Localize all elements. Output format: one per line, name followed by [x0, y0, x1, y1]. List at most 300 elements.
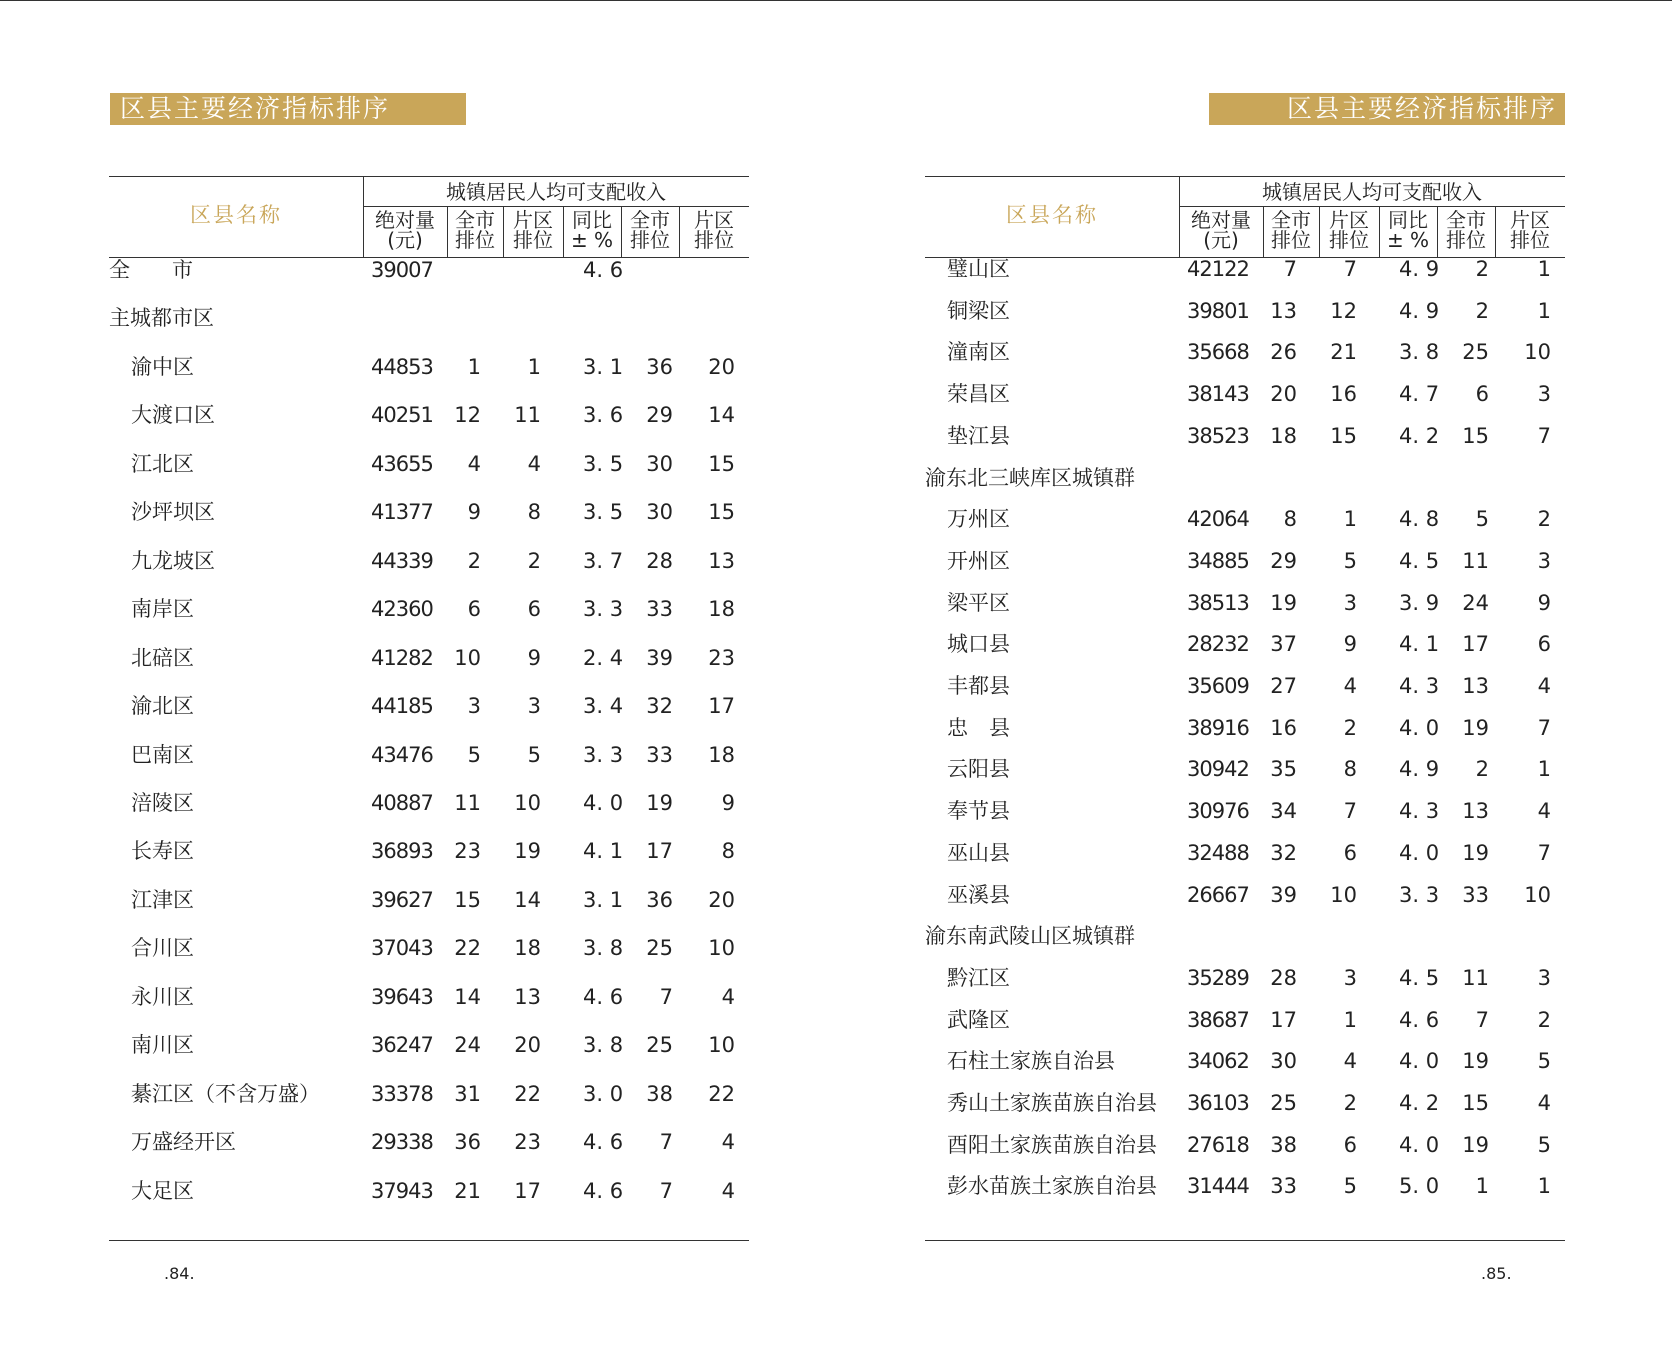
row-city-rank: 19	[1270, 590, 1297, 615]
column-subheader-line: 全市	[630, 208, 670, 232]
row-district-name: 巫山县	[947, 840, 1010, 865]
table-row	[925, 1003, 1565, 1037]
row-area-rank: 7	[1343, 257, 1357, 281]
row-area-rank: 5	[1343, 548, 1357, 573]
column-subheader-line: (元)	[1203, 228, 1239, 252]
row-city-rank: 16	[1270, 715, 1297, 740]
table-row	[925, 252, 1565, 286]
row-absolute-value: 38513	[1187, 590, 1249, 615]
row-area-rank-change: 17	[708, 694, 735, 719]
row-city-rank: 4	[467, 451, 481, 476]
row-yoy-change: 3. 8	[1399, 340, 1440, 365]
row-absolute-value: 29338	[371, 1130, 433, 1155]
row-area-rank: 22	[514, 1081, 541, 1106]
row-absolute-value: 38143	[1187, 382, 1249, 407]
row-district-name: 巫溪县	[947, 882, 1010, 907]
row-city-rank-change: 19	[1462, 1132, 1489, 1157]
section-banner: 区县主要经济指标排序	[1209, 93, 1565, 125]
row-area-rank: 5	[527, 742, 541, 767]
row-city-rank-change: 2	[1475, 298, 1489, 323]
row-area-rank: 10	[514, 790, 541, 815]
table-row	[925, 919, 1565, 953]
row-absolute-value: 32488	[1187, 840, 1249, 865]
table-row	[109, 834, 749, 868]
row-yoy-change: 3. 0	[583, 1081, 624, 1106]
row-area-rank-change: 2	[1537, 507, 1551, 532]
table-row	[925, 419, 1565, 453]
group-header-rule	[363, 206, 749, 207]
row-district-name: 潼南区	[947, 340, 1010, 365]
row-district-name: 渝北区	[131, 694, 194, 719]
row-city-rank-change: 19	[1462, 840, 1489, 865]
row-area-rank-change: 4	[1537, 799, 1551, 824]
row-area-rank: 5	[1343, 1174, 1357, 1199]
table-row	[925, 794, 1565, 828]
row-absolute-value: 41282	[371, 645, 433, 670]
row-yoy-change: 3. 6	[583, 403, 624, 428]
row-area-rank: 2	[1343, 1091, 1357, 1115]
row-city-rank-change: 19	[1462, 715, 1489, 740]
row-yoy-change: 4. 0	[1399, 840, 1440, 865]
row-city-rank-change: 1	[1475, 1174, 1489, 1199]
row-yoy-change: 4. 0	[583, 790, 624, 815]
row-absolute-value: 39007	[371, 258, 433, 282]
row-area-rank: 13	[514, 984, 541, 1009]
row-area-rank: 16	[1330, 382, 1357, 407]
row-yoy-change: 4. 9	[1399, 257, 1440, 281]
row-district-name: 江津区	[131, 887, 194, 912]
row-area-rank-change: 23	[708, 645, 735, 670]
row-city-rank-change: 30	[646, 500, 673, 525]
table-row	[109, 447, 749, 481]
column-subheader	[1379, 210, 1437, 250]
row-absolute-value: 42360	[371, 597, 433, 622]
table-row	[925, 335, 1565, 369]
row-yoy-change: 4. 6	[1399, 1007, 1440, 1032]
row-area-rank-change: 18	[708, 742, 735, 767]
table-top-rule	[109, 176, 749, 177]
table-row	[109, 689, 749, 723]
row-area-rank: 10	[1330, 882, 1357, 907]
column-subheader-line: 排位	[694, 228, 734, 252]
row-city-rank: 24	[454, 1033, 481, 1058]
row-district-name: 忠 县	[947, 715, 1010, 740]
row-yoy-change: 3. 3	[583, 597, 624, 622]
row-city-rank-change: 24	[1462, 590, 1489, 615]
row-absolute-value: 44339	[371, 548, 433, 573]
row-city-rank: 37	[1270, 632, 1297, 657]
row-city-rank-change: 19	[1462, 1049, 1489, 1074]
row-yoy-change: 4. 3	[1399, 799, 1440, 824]
row-area-rank-change: 15	[708, 500, 735, 525]
row-city-rank-change: 25	[646, 936, 673, 961]
row-city-rank-change: 11	[1462, 548, 1489, 573]
row-area-rank: 19	[514, 839, 541, 864]
table-row	[925, 752, 1565, 786]
row-city-rank-change: 33	[646, 742, 673, 767]
row-district-name: 涪陵区	[131, 790, 194, 815]
row-district-name: 万州区	[947, 507, 1010, 532]
row-city-rank-change: 15	[1462, 423, 1489, 448]
table-row	[925, 544, 1565, 578]
row-city-rank-change: 33	[1462, 882, 1489, 907]
row-area-rank-change: 18	[708, 597, 735, 622]
row-city-rank-change: 15	[1462, 1091, 1489, 1115]
row-area-rank: 3	[1343, 965, 1357, 990]
row-city-rank-change: 7	[659, 984, 673, 1009]
row-city-rank: 35	[1270, 757, 1297, 782]
row-yoy-change: 4. 2	[1399, 423, 1440, 448]
row-district-name: 石柱土家族自治县	[947, 1049, 1115, 1074]
row-absolute-value: 42064	[1187, 507, 1249, 532]
row-absolute-value: 43476	[371, 742, 433, 767]
row-absolute-value: 42122	[1187, 257, 1249, 281]
row-area-rank-change: 14	[708, 403, 735, 428]
row-area-rank: 12	[1330, 298, 1357, 323]
row-area-rank: 18	[514, 936, 541, 961]
row-district-name: 酉阳土家族苗族自治县	[947, 1132, 1157, 1157]
row-area-rank: 2	[527, 548, 541, 573]
row-absolute-value: 26667	[1187, 882, 1249, 907]
row-city-rank: 17	[1270, 1007, 1297, 1032]
row-area-rank: 6	[1343, 840, 1357, 865]
table-row	[925, 377, 1565, 411]
row-yoy-change: 4. 2	[1399, 1091, 1440, 1115]
row-city-rank-change: 36	[646, 887, 673, 912]
row-city-rank: 11	[454, 790, 481, 815]
table-row	[925, 1169, 1565, 1203]
row-city-rank-change: 28	[646, 548, 673, 573]
row-absolute-value: 33378	[371, 1081, 433, 1106]
row-district-name: 荣昌区	[947, 382, 1010, 407]
row-city-rank: 36	[454, 1130, 481, 1155]
row-area-rank-change: 1	[1537, 757, 1551, 782]
row-absolute-value: 44853	[371, 354, 433, 379]
row-city-rank: 34	[1270, 799, 1297, 824]
column-subheader	[1495, 210, 1565, 250]
row-district-name: 奉节县	[947, 799, 1010, 824]
row-city-rank-change: 25	[646, 1033, 673, 1058]
column-subheader-line: 全市	[1446, 208, 1486, 232]
column-group-header: 城镇居民人均可支配收入	[446, 180, 666, 204]
row-district-name: 全 市	[109, 258, 193, 282]
row-area-rank-change: 4	[721, 1178, 735, 1203]
row-district-name: 江北区	[131, 451, 194, 476]
row-city-rank-change: 29	[646, 403, 673, 428]
row-area-rank-change: 22	[708, 1081, 735, 1106]
row-absolute-value: 39643	[371, 984, 433, 1009]
row-city-rank-change: 39	[646, 645, 673, 670]
row-absolute-value: 36103	[1187, 1091, 1249, 1115]
table-row	[925, 586, 1565, 620]
row-city-rank-change: 30	[646, 451, 673, 476]
table-row	[925, 836, 1565, 870]
row-district-name: 渝东北三峡库区城镇群	[925, 465, 1135, 490]
column-group-header: 城镇居民人均可支配收入	[1262, 180, 1482, 204]
row-yoy-change: 3. 3	[1399, 882, 1440, 907]
row-absolute-value: 36893	[371, 839, 433, 864]
row-city-rank: 13	[1270, 298, 1297, 323]
row-city-rank: 32	[1270, 840, 1297, 865]
row-absolute-value: 30976	[1187, 799, 1249, 824]
table-row	[925, 1044, 1565, 1078]
row-district-name: 渝东南武陵山区城镇群	[925, 924, 1135, 949]
row-area-rank-change: 7	[1537, 840, 1551, 865]
row-yoy-change: 4. 6	[583, 1130, 624, 1155]
page-number: .85.	[1481, 1264, 1512, 1283]
row-area-rank-change: 5	[1537, 1132, 1551, 1157]
row-city-rank: 15	[454, 887, 481, 912]
row-area-rank-change: 9	[1537, 590, 1551, 615]
table-row	[925, 294, 1565, 328]
column-subheader	[1263, 210, 1319, 250]
page-number: .84.	[164, 1264, 195, 1283]
row-yoy-change: 4. 5	[1399, 965, 1440, 990]
row-district-name: 开州区	[947, 548, 1010, 573]
table-row	[109, 1125, 749, 1159]
row-city-rank-change: 13	[1462, 674, 1489, 698]
table-bottom-rule	[109, 1240, 749, 1241]
table-bottom-rule	[925, 1240, 1565, 1241]
row-absolute-value: 38687	[1187, 1007, 1249, 1032]
row-yoy-change: 4. 8	[1399, 507, 1440, 532]
table-row	[109, 1174, 749, 1208]
row-city-rank: 23	[454, 839, 481, 864]
row-district-name: 合川区	[131, 936, 194, 961]
column-subheader-line: 排位	[1510, 228, 1550, 252]
row-yoy-change: 4. 7	[1399, 382, 1440, 407]
row-district-name: 南川区	[131, 1033, 194, 1058]
right-page	[925, 0, 1575, 1353]
table-row	[109, 398, 749, 432]
row-city-rank: 10	[454, 645, 481, 670]
row-area-rank-change: 1	[1537, 298, 1551, 323]
row-city-rank-change: 19	[646, 790, 673, 815]
row-city-rank: 20	[1270, 382, 1297, 407]
row-area-rank-change: 3	[1537, 548, 1551, 573]
row-absolute-value: 31444	[1187, 1174, 1249, 1199]
row-absolute-value: 37943	[371, 1178, 433, 1203]
row-absolute-value: 36247	[371, 1033, 433, 1058]
row-absolute-value: 38523	[1187, 423, 1249, 448]
row-district-name: 铜梁区	[947, 298, 1010, 323]
column-subheader-line: 绝对量	[375, 208, 435, 232]
table-row	[925, 1086, 1565, 1120]
table-row	[109, 301, 749, 335]
row-area-rank-change: 4	[1537, 1091, 1551, 1115]
table-row	[109, 350, 749, 384]
row-district-name: 大足区	[131, 1178, 194, 1203]
row-yoy-change: 4. 0	[1399, 1049, 1440, 1074]
column-subheader-line: 同比	[572, 208, 612, 232]
table-row	[109, 786, 749, 820]
table-row	[925, 627, 1565, 661]
row-city-rank-change: 6	[1475, 382, 1489, 407]
row-city-rank: 39	[1270, 882, 1297, 907]
row-city-rank-change: 36	[646, 354, 673, 379]
row-city-rank: 14	[454, 984, 481, 1009]
section-banner: 区县主要经济指标排序	[110, 93, 466, 125]
column-subheader-line: 排位	[630, 228, 670, 252]
row-city-rank-change: 2	[1475, 257, 1489, 281]
column-subheader	[563, 210, 621, 250]
row-city-rank: 29	[1270, 548, 1297, 573]
row-yoy-change: 3. 8	[583, 1033, 624, 1058]
row-district-name: 九龙坡区	[131, 548, 215, 573]
row-area-rank: 23	[514, 1130, 541, 1155]
row-area-rank: 1	[1343, 507, 1357, 532]
row-area-rank: 21	[1330, 340, 1357, 365]
row-area-rank: 9	[527, 645, 541, 670]
column-subheader	[679, 210, 749, 250]
table-row	[925, 878, 1565, 912]
table-top-rule	[925, 176, 1565, 177]
row-area-rank: 7	[1343, 799, 1357, 824]
row-area-rank-change: 15	[708, 451, 735, 476]
table-row	[109, 883, 749, 917]
row-city-rank: 21	[454, 1178, 481, 1203]
row-district-name: 北碚区	[131, 645, 194, 670]
row-area-rank-change: 5	[1537, 1049, 1551, 1074]
row-district-name: 城口县	[947, 632, 1010, 657]
row-city-rank-change: 25	[1462, 340, 1489, 365]
column-subheader-line: 同比	[1388, 208, 1428, 232]
row-area-rank-change: 8	[721, 839, 735, 864]
row-district-name: 长寿区	[131, 839, 194, 864]
row-city-rank: 7	[1283, 257, 1297, 281]
row-yoy-change: 4. 9	[1399, 757, 1440, 782]
column-subheader-line: ± %	[1386, 228, 1430, 252]
row-city-rank-change: 7	[659, 1178, 673, 1203]
row-area-rank: 3	[1343, 590, 1357, 615]
row-area-rank: 6	[1343, 1132, 1357, 1157]
column-subheader-line: 片区	[513, 208, 553, 232]
row-area-rank: 3	[527, 694, 541, 719]
row-district-name: 秀山土家族苗族自治县	[947, 1091, 1157, 1115]
row-area-rank: 2	[1343, 715, 1357, 740]
row-area-rank: 17	[514, 1178, 541, 1203]
row-city-rank-change: 7	[1475, 1007, 1489, 1032]
row-area-rank-change: 6	[1537, 632, 1551, 657]
table-row	[109, 1028, 749, 1062]
row-city-rank-change: 11	[1462, 965, 1489, 990]
row-area-rank-change: 3	[1537, 382, 1551, 407]
row-yoy-change: 4. 6	[583, 984, 624, 1009]
row-area-rank-change: 1	[1537, 1174, 1551, 1199]
row-area-rank: 20	[514, 1033, 541, 1058]
row-area-rank-change: 4	[721, 1130, 735, 1155]
row-yoy-change: 3. 5	[583, 451, 624, 476]
row-district-name: 丰都县	[947, 674, 1010, 698]
column-subheader-line: 排位	[1329, 228, 1369, 252]
row-city-rank: 3	[467, 694, 481, 719]
row-absolute-value: 44185	[371, 694, 433, 719]
row-yoy-change: 3. 1	[583, 887, 624, 912]
row-area-rank: 4	[527, 451, 541, 476]
column-subheader-line: 片区	[1510, 208, 1550, 232]
row-area-rank: 11	[514, 403, 541, 428]
row-area-rank: 15	[1330, 423, 1357, 448]
column-subheader	[621, 210, 679, 250]
row-absolute-value: 30942	[1187, 757, 1249, 782]
row-area-rank: 4	[1343, 1049, 1357, 1074]
row-district-name: 主城都市区	[109, 306, 214, 331]
column-subheader-line: 全市	[455, 208, 495, 232]
row-area-rank-change: 20	[708, 354, 735, 379]
row-area-rank: 8	[1343, 757, 1357, 782]
table-row	[925, 502, 1565, 536]
row-city-rank: 27	[1270, 674, 1297, 698]
row-absolute-value: 28232	[1187, 632, 1249, 657]
row-area-rank: 4	[1343, 674, 1357, 698]
row-city-rank: 26	[1270, 340, 1297, 365]
row-district-name: 武隆区	[947, 1007, 1010, 1032]
table-row	[925, 461, 1565, 495]
row-yoy-change: 4. 9	[1399, 298, 1440, 323]
column-subheader-line: (元)	[387, 228, 423, 252]
row-district-name: 綦江区（不含万盛）	[131, 1081, 320, 1106]
table-row	[925, 711, 1565, 745]
left-page	[109, 0, 759, 1353]
column-subheader-line: 全市	[1271, 208, 1311, 232]
row-district-name: 万盛经开区	[131, 1130, 236, 1155]
row-yoy-change: 4. 6	[583, 1178, 624, 1203]
row-area-rank-change: 3	[1537, 965, 1551, 990]
row-area-rank: 14	[514, 887, 541, 912]
row-city-rank: 33	[1270, 1174, 1297, 1199]
column-subheader	[1319, 210, 1379, 250]
row-area-rank: 8	[527, 500, 541, 525]
table-row	[925, 669, 1565, 703]
row-city-rank: 6	[467, 597, 481, 622]
row-yoy-change: 3. 1	[583, 354, 624, 379]
row-area-rank-change: 4	[1537, 674, 1551, 698]
row-district-name: 沙坪坝区	[131, 500, 215, 525]
row-area-rank-change: 9	[721, 790, 735, 815]
column-subheader-line: 片区	[694, 208, 734, 232]
row-yoy-change: 3. 9	[1399, 590, 1440, 615]
row-district-name: 云阳县	[947, 757, 1010, 782]
row-district-name: 渝中区	[131, 354, 194, 379]
column-subheader-line: 排位	[1446, 228, 1486, 252]
column-subheader	[503, 210, 563, 250]
row-yoy-change: 3. 5	[583, 500, 624, 525]
row-district-name: 垫江县	[947, 423, 1010, 448]
row-city-rank-change: 33	[646, 597, 673, 622]
table-row	[109, 592, 749, 626]
row-district-name: 璧山区	[947, 257, 1010, 281]
row-area-rank-change: 10	[1524, 340, 1551, 365]
group-header-rule	[1179, 206, 1565, 207]
row-area-rank: 1	[527, 354, 541, 379]
column-subheader-line: 绝对量	[1191, 208, 1251, 232]
row-absolute-value: 39627	[371, 887, 433, 912]
row-district-name: 大渡口区	[131, 403, 215, 428]
row-absolute-value: 27618	[1187, 1132, 1249, 1157]
row-city-rank: 30	[1270, 1049, 1297, 1074]
row-district-name: 南岸区	[131, 597, 194, 622]
row-city-rank: 22	[454, 936, 481, 961]
row-absolute-value: 37043	[371, 936, 433, 961]
row-city-rank: 31	[454, 1081, 481, 1106]
row-absolute-value: 34885	[1187, 548, 1249, 573]
row-absolute-value: 34062	[1187, 1049, 1249, 1074]
row-absolute-value: 35609	[1187, 674, 1249, 698]
row-yoy-change: 4. 6	[583, 258, 624, 282]
row-yoy-change: 3. 8	[583, 936, 624, 961]
row-area-rank-change: 1	[1537, 257, 1551, 281]
table-row	[925, 1128, 1565, 1162]
